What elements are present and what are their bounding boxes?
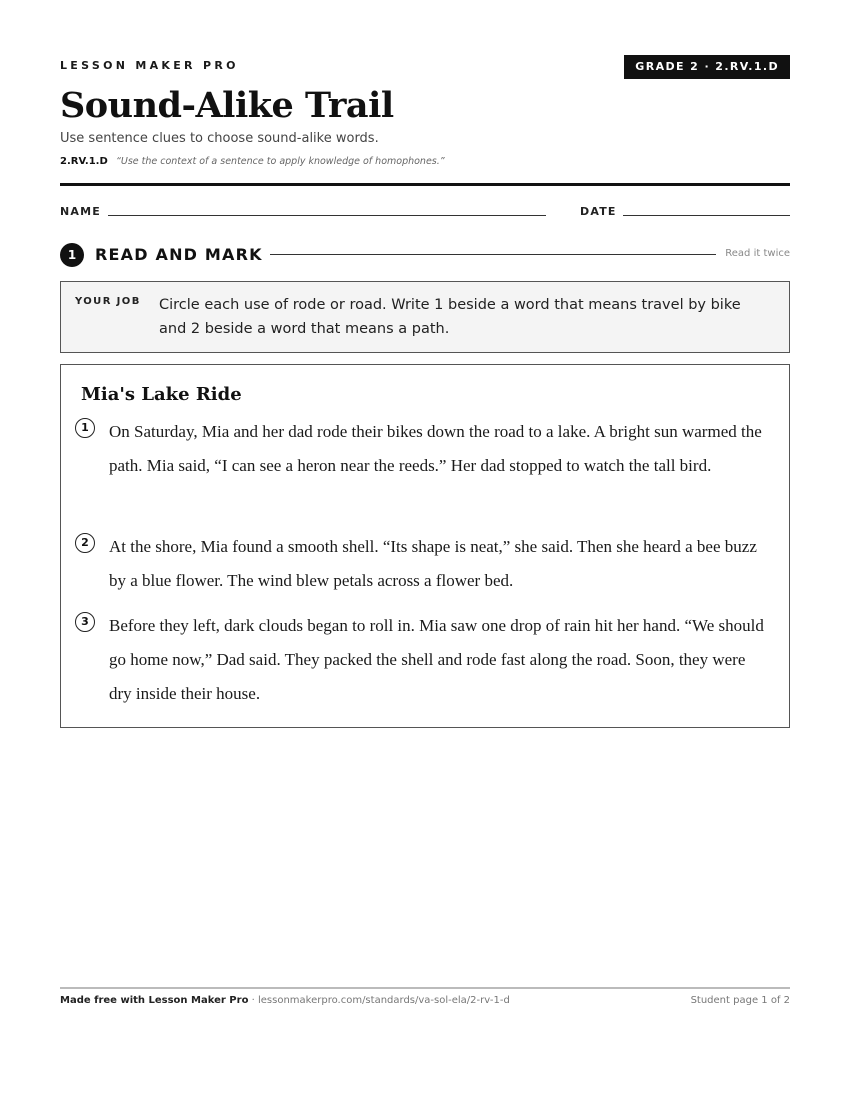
section-header: [60, 243, 790, 267]
paragraph-number-badge: 2: [75, 533, 95, 553]
section-divider: [270, 254, 716, 255]
brand-name: LESSON MAKER PRO: [60, 59, 239, 72]
grade-badge: GRADE 2 · 2.RV.1.D: [624, 55, 790, 79]
job-label: YOUR JOB: [75, 296, 141, 307]
date-label: DATE: [580, 205, 617, 218]
footer-page-number: Student page 1 of 2: [690, 995, 790, 1006]
name-line[interactable]: [108, 215, 546, 216]
page-title: Sound-Alike Trail: [60, 85, 394, 126]
paragraph-text: Before they left, dark clouds began to roll in. Mia saw one drop of rain hit her hand. “We should go home now,” Dad said. They packed the shell and rode fast along the road. Soon, they were dry inside their house.: [109, 616, 764, 703]
standard-text: “Use the context of a sentence to apply knowledge of homophones.”: [115, 156, 445, 167]
worksheet-page: [60, 0, 790, 1100]
job-instructions: Circle each use of rode or road. Write 1 beside a word that means travel by bike and 2 beside a word that means a path.: [159, 297, 741, 337]
footer-url[interactable]: · lessonmakerpro.com/standards/va-sol-ela/2-rv-1-d: [248, 995, 510, 1006]
standard-line: [60, 156, 445, 167]
name-label: NAME: [60, 205, 101, 218]
footer-divider: [60, 987, 790, 989]
paragraph-number-badge: 3: [75, 612, 95, 632]
page-subtitle: Use sentence clues to choose sound-alike words.: [60, 131, 379, 146]
section-title: READ AND MARK: [95, 245, 263, 264]
paragraph-text: On Saturday, Mia and her dad rode their bikes down the road to a lake. A bright sun warmed the path. Mia said, “I can see a heron near the reeds.” Her dad stopped to watch the tall bird.: [109, 422, 762, 475]
footer-credit: [60, 995, 510, 1006]
paragraph-text: At the shore, Mia found a smooth shell. “Its shape is neat,” she said. Then she heard a bee buzz by a blue flower. The wind blew petals across a flower bed.: [109, 537, 757, 590]
story-box: [60, 364, 790, 728]
story-title: Mia's Lake Ride: [81, 384, 242, 405]
footer-made-with: Made free with Lesson Maker Pro: [60, 995, 249, 1006]
header-divider: [60, 183, 790, 186]
paragraph-number-badge: 1: [75, 418, 95, 438]
date-line[interactable]: [623, 215, 790, 216]
job-box: [60, 281, 790, 353]
standard-code: 2.RV.1.D: [60, 156, 108, 167]
section-number-badge: 1: [60, 243, 84, 267]
section-note: Read it twice: [725, 248, 790, 259]
